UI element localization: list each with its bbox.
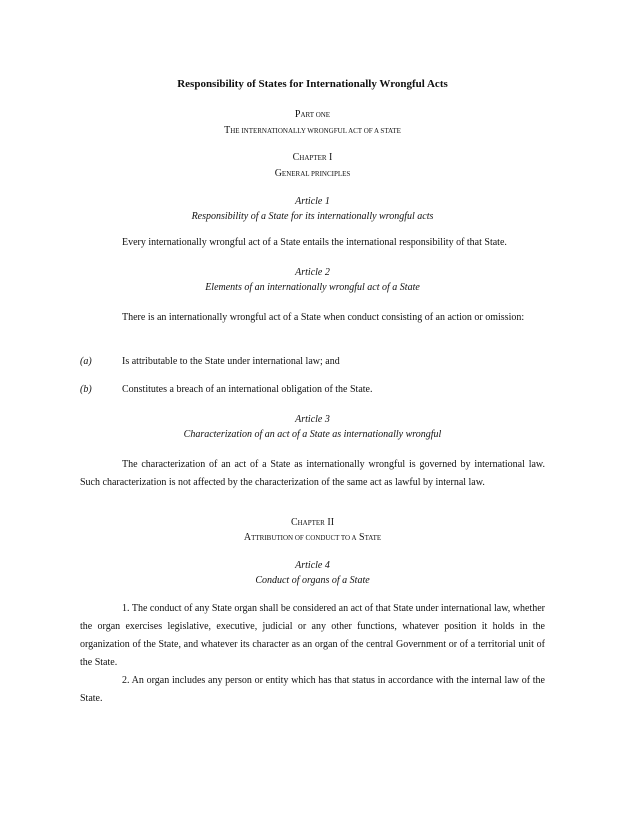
- article-1-heading: Article 1: [295, 196, 330, 207]
- article-1-title: Responsibility of a State for its internationally wrongful acts: [191, 211, 434, 222]
- chapter-1-label: CHAPTER I: [292, 152, 333, 163]
- article-3-heading: Article 3: [295, 414, 330, 425]
- article-2-item-a: (a) Is attributable to the State under international law; and: [80, 356, 340, 367]
- document-title: Responsibility of States for Internationally Wrongful Acts: [177, 78, 448, 90]
- article-4-title: Conduct of organs of a State: [255, 575, 370, 586]
- article-4-para-1: 1. The conduct of any State organ shall be considered an act of that State under international law, whether the organ exercises legislative, executive, judicial or any other functions, whatever position it holds in the organization of the State, and whatever its character as an organ of the central Government or of a territorial unit of the State.: [80, 603, 545, 668]
- article-4-para-2: 2. An organ includes any person or entity which has that status in accordance with the internal law of the State.: [80, 675, 545, 704]
- chapter-2-label: CHAPTER II: [290, 517, 335, 528]
- chapter-2-subtitle: ATTRIBUTION OF CONDUCT TO A STATE: [243, 532, 382, 543]
- article-4-heading: Article 4: [295, 560, 330, 571]
- part-label: PART ONE: [294, 109, 331, 120]
- article-3-title: Characterization of an act of a State as internationally wrongful: [183, 429, 442, 440]
- article-2-item-b: (b) Constitutes a breach of an international obligation of the State.: [80, 384, 373, 395]
- article-1-text: Every internationally wrongful act of a State entails the international responsibility of that State.: [122, 237, 507, 248]
- article-3-text: The characterization of an act of a State as internationally wrongful is governed by international law. Such characterization is not affected by the characterization of the same act as lawful by internal law.: [80, 459, 545, 488]
- chapter-1-subtitle: GENERAL PRINCIPLES: [274, 168, 351, 179]
- part-subtitle: THE INTERNATIONALLY WRONGFUL ACT OF A STATE: [224, 125, 401, 136]
- article-2-heading: Article 2: [295, 267, 330, 278]
- article-2-text: There is an internationally wrongful act of a State when conduct consisting of an action or omission:: [122, 312, 525, 323]
- article-2-title: Elements of an internationally wrongful act of a State: [205, 282, 420, 293]
